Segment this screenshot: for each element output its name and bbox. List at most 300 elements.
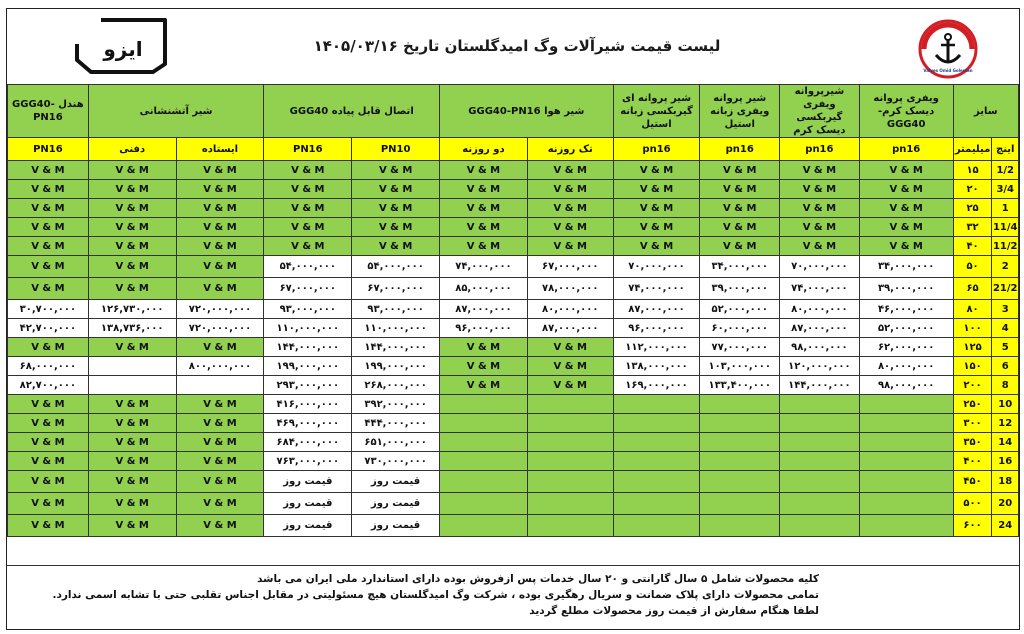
availability-cell: V & M bbox=[613, 161, 700, 180]
size-inch-cell: 12 bbox=[992, 414, 1019, 433]
availability-cell: V & M bbox=[700, 218, 780, 237]
empty-cell bbox=[780, 395, 860, 414]
table-row bbox=[8, 199, 1019, 218]
price-cell: ۴۴۴,۰۰۰,۰۰۰ bbox=[352, 414, 440, 433]
price-cell: ۲۶۸,۰۰۰,۰۰۰ bbox=[352, 376, 440, 395]
price-cell: ۳۴,۰۰۰,۰۰۰ bbox=[700, 256, 780, 278]
price-cell: ۴۱۶,۰۰۰,۰۰۰ bbox=[264, 395, 352, 414]
availability-cell: V & M bbox=[176, 237, 264, 256]
size-inch-cell: 6 bbox=[992, 357, 1019, 376]
empty-cell bbox=[700, 452, 780, 471]
empty-cell bbox=[780, 452, 860, 471]
availability-cell: V & M bbox=[613, 218, 700, 237]
availability-cell: V & M bbox=[859, 218, 953, 237]
price-cell: ۵۴,۰۰۰,۰۰۰ bbox=[352, 256, 440, 278]
sub-header-cell: دو روزنه bbox=[440, 138, 528, 161]
availability-cell: V & M bbox=[8, 395, 89, 414]
availability-cell: V & M bbox=[440, 357, 528, 376]
empty-cell bbox=[440, 395, 528, 414]
price-cell: ۶۷,۰۰۰,۰۰۰ bbox=[527, 256, 613, 278]
availability-cell: V & M bbox=[440, 218, 528, 237]
price-cell: ۶۸۴,۰۰۰,۰۰۰ bbox=[264, 433, 352, 452]
availability-cell: V & M bbox=[88, 256, 176, 278]
availability-cell: V & M bbox=[440, 161, 528, 180]
availability-cell: V & M bbox=[88, 180, 176, 199]
price-cell: ۴۶,۰۰۰,۰۰۰ bbox=[859, 300, 953, 319]
price-cell: قیمت روز bbox=[352, 471, 440, 493]
price-cell: ۴۲,۷۰۰,۰۰۰ bbox=[8, 319, 89, 338]
availability-cell: V & M bbox=[613, 180, 700, 199]
availability-cell: V & M bbox=[440, 338, 528, 357]
size-mm-cell: ۱۵ bbox=[953, 161, 992, 180]
size-inch-cell: 18 bbox=[992, 471, 1019, 493]
availability-cell: V & M bbox=[527, 376, 613, 395]
price-cell: قیمت روز bbox=[264, 493, 352, 515]
size-inch-cell: 2 bbox=[992, 256, 1019, 278]
price-cell: ۱۳۸,۷۳۶,۰۰۰ bbox=[88, 319, 176, 338]
note-daily-price: لطفا هنگام سفارش از قیمت روز محصولات مطلع گردید bbox=[529, 605, 819, 617]
availability-cell: V & M bbox=[8, 278, 89, 300]
sub-header-cell: اینچ bbox=[992, 138, 1019, 161]
sub-header-cell: میلیمتر bbox=[953, 138, 992, 161]
size-mm-cell: ۴۰۰ bbox=[953, 452, 992, 471]
price-cell: ۶۲,۰۰۰,۰۰۰ bbox=[859, 338, 953, 357]
availability-cell: V & M bbox=[176, 471, 264, 493]
availability-cell: V & M bbox=[780, 218, 860, 237]
empty-cell bbox=[613, 471, 700, 493]
empty-cell bbox=[440, 452, 528, 471]
company-logo bbox=[918, 19, 978, 79]
size-mm-cell: ۸۰ bbox=[953, 300, 992, 319]
price-cell: ۹۶,۰۰۰,۰۰۰ bbox=[613, 319, 700, 338]
availability-cell: V & M bbox=[859, 237, 953, 256]
price-cell: ۱۳۳,۴۰۰,۰۰۰ bbox=[700, 376, 780, 395]
size-mm-cell: ۲۰ bbox=[953, 180, 992, 199]
size-mm-cell: ۵۰۰ bbox=[953, 493, 992, 515]
availability-cell: V & M bbox=[780, 180, 860, 199]
availability-cell: V & M bbox=[176, 278, 264, 300]
price-cell: ۸۷,۰۰۰,۰۰۰ bbox=[613, 300, 700, 319]
price-cell: ۱۱۰,۰۰۰,۰۰۰ bbox=[352, 319, 440, 338]
table-row bbox=[8, 395, 1019, 414]
column-header-air-valve: شیر هوا GGG40-PN16 bbox=[440, 85, 614, 138]
table-row bbox=[8, 161, 1019, 180]
price-cell: ۷۲۰,۰۰۰,۰۰۰ bbox=[176, 300, 264, 319]
availability-cell: V & M bbox=[88, 515, 176, 537]
availability-cell: V & M bbox=[88, 433, 176, 452]
price-cell: ۵۲,۰۰۰,۰۰۰ bbox=[700, 300, 780, 319]
iso-standard-logo bbox=[73, 18, 169, 74]
availability-cell: V & M bbox=[440, 376, 528, 395]
availability-cell: V & M bbox=[176, 433, 264, 452]
availability-cell: V & M bbox=[176, 338, 264, 357]
empty-cell bbox=[780, 414, 860, 433]
empty-cell bbox=[613, 433, 700, 452]
price-cell: ۱۱۰,۰۰۰,۰۰۰ bbox=[264, 319, 352, 338]
price-cell: ۳۹,۰۰۰,۰۰۰ bbox=[859, 278, 953, 300]
availability-cell: V & M bbox=[8, 433, 89, 452]
empty-cell bbox=[780, 433, 860, 452]
iso-logo-text: ایزو bbox=[103, 37, 143, 61]
column-header-gearbox-wafer: شیرپروانه ویفری گیربکسی دیسک کرم bbox=[780, 85, 860, 138]
availability-cell: V & M bbox=[8, 218, 89, 237]
empty-cell bbox=[176, 376, 264, 395]
availability-cell: V & M bbox=[8, 515, 89, 537]
price-cell: ۱۳۸,۰۰۰,۰۰۰ bbox=[613, 357, 700, 376]
availability-cell: V & M bbox=[88, 414, 176, 433]
price-cell: قیمت روز bbox=[352, 515, 440, 537]
table-row bbox=[8, 237, 1019, 256]
price-cell: ۶۸,۰۰۰,۰۰۰ bbox=[8, 357, 89, 376]
table-row bbox=[8, 256, 1019, 278]
availability-cell: V & M bbox=[88, 237, 176, 256]
availability-cell: V & M bbox=[8, 199, 89, 218]
size-mm-cell: ۱۰۰ bbox=[953, 319, 992, 338]
availability-cell: V & M bbox=[780, 161, 860, 180]
availability-cell: V & M bbox=[88, 199, 176, 218]
empty-cell bbox=[527, 493, 613, 515]
availability-cell: V & M bbox=[264, 199, 352, 218]
size-inch-cell: 4 bbox=[992, 319, 1019, 338]
price-cell: ۷۳۰,۰۰۰,۰۰۰ bbox=[352, 452, 440, 471]
availability-cell: V & M bbox=[352, 218, 440, 237]
availability-cell: V & M bbox=[527, 237, 613, 256]
size-mm-cell: ۲۵ bbox=[953, 199, 992, 218]
empty-cell bbox=[613, 452, 700, 471]
size-mm-cell: ۲۰۰ bbox=[953, 376, 992, 395]
empty-cell bbox=[440, 515, 528, 537]
availability-cell: V & M bbox=[780, 237, 860, 256]
price-cell: ۱۲۰,۰۰۰,۰۰۰ bbox=[780, 357, 860, 376]
availability-cell: V & M bbox=[176, 161, 264, 180]
table-row bbox=[8, 278, 1019, 300]
size-inch-cell: 16 bbox=[992, 452, 1019, 471]
column-header-dismantling-joint: اتصال قابل پیاده GGG40 bbox=[264, 85, 440, 138]
column-header-fire-hydrant: شیر آتشنشانی bbox=[88, 85, 264, 138]
availability-cell: V & M bbox=[527, 161, 613, 180]
table-row bbox=[8, 471, 1019, 493]
empty-cell bbox=[527, 433, 613, 452]
availability-cell: V & M bbox=[440, 199, 528, 218]
size-inch-cell: 5 bbox=[992, 338, 1019, 357]
availability-cell: V & M bbox=[352, 180, 440, 199]
price-cell: ۹۸,۰۰۰,۰۰۰ bbox=[780, 338, 860, 357]
availability-cell: V & M bbox=[88, 395, 176, 414]
empty-cell bbox=[859, 414, 953, 433]
price-cell: ۸۷,۰۰۰,۰۰۰ bbox=[440, 300, 528, 319]
availability-cell: V & M bbox=[88, 471, 176, 493]
column-header-wafer-disc: ویفری پروانه دیسک کرم-GGG40 bbox=[859, 85, 953, 138]
price-cell: ۸۷,۰۰۰,۰۰۰ bbox=[527, 319, 613, 338]
empty-cell bbox=[780, 493, 860, 515]
price-cell: قیمت روز bbox=[264, 515, 352, 537]
table-row bbox=[8, 319, 1019, 338]
table-row bbox=[8, 300, 1019, 319]
size-mm-cell: ۵۰ bbox=[953, 256, 992, 278]
empty-cell bbox=[859, 395, 953, 414]
table-body bbox=[8, 161, 1019, 537]
size-inch-cell: 20 bbox=[992, 493, 1019, 515]
size-inch-cell: 24 bbox=[992, 515, 1019, 537]
price-cell: ۱۱۲,۰۰۰,۰۰۰ bbox=[613, 338, 700, 357]
price-cell: ۱۴۴,۰۰۰,۰۰۰ bbox=[264, 338, 352, 357]
empty-cell bbox=[527, 414, 613, 433]
availability-cell: V & M bbox=[264, 218, 352, 237]
availability-cell: V & M bbox=[8, 471, 89, 493]
sub-header-row bbox=[8, 138, 1019, 161]
price-cell: ۹۶,۰۰۰,۰۰۰ bbox=[440, 319, 528, 338]
availability-cell: V & M bbox=[8, 180, 89, 199]
availability-cell: V & M bbox=[859, 199, 953, 218]
size-mm-cell: ۳۵۰ bbox=[953, 433, 992, 452]
page-title: لیست قیمت شیرآلات وگ امیدگلستان تاریخ ۱۴۰۵/۰۳/۱۶ bbox=[313, 37, 721, 55]
size-inch-cell: 1/2 bbox=[992, 161, 1019, 180]
price-cell: ۱۴۴,۰۰۰,۰۰۰ bbox=[352, 338, 440, 357]
column-header-wafer-steel: شیر پروانه ویفری زبانه استیل bbox=[700, 85, 780, 138]
availability-cell: V & M bbox=[176, 199, 264, 218]
empty-cell bbox=[613, 395, 700, 414]
price-cell: ۲۹۳,۰۰۰,۰۰۰ bbox=[264, 376, 352, 395]
empty-cell bbox=[859, 452, 953, 471]
empty-cell bbox=[527, 452, 613, 471]
availability-cell: V & M bbox=[700, 237, 780, 256]
size-inch-cell: 11/4 bbox=[992, 218, 1019, 237]
availability-cell: V & M bbox=[264, 237, 352, 256]
size-mm-cell: ۳۲ bbox=[953, 218, 992, 237]
price-cell: ۸۰,۰۰۰,۰۰۰ bbox=[780, 300, 860, 319]
price-cell: ۷۴,۰۰۰,۰۰۰ bbox=[780, 278, 860, 300]
availability-cell: V & M bbox=[8, 161, 89, 180]
empty-cell bbox=[700, 515, 780, 537]
availability-cell: V & M bbox=[527, 357, 613, 376]
availability-cell: V & M bbox=[88, 338, 176, 357]
availability-cell: V & M bbox=[440, 237, 528, 256]
size-inch-cell: 14 bbox=[992, 433, 1019, 452]
empty-cell bbox=[700, 493, 780, 515]
price-cell: ۱۹۹,۰۰۰,۰۰۰ bbox=[352, 357, 440, 376]
price-cell: ۱۴۴,۰۰۰,۰۰۰ bbox=[780, 376, 860, 395]
availability-cell: V & M bbox=[859, 180, 953, 199]
note-warranty: کلیه محصولات شامل ۵ سال گارانتی و ۲۰ سال خدمات پس ازفروش بوده دارای استاندارد ملی ایران می باشد bbox=[257, 573, 819, 585]
availability-cell: V & M bbox=[176, 395, 264, 414]
availability-cell: V & M bbox=[176, 515, 264, 537]
availability-cell: V & M bbox=[352, 161, 440, 180]
empty-cell bbox=[88, 357, 176, 376]
size-mm-cell: ۴۰ bbox=[953, 237, 992, 256]
empty-cell bbox=[527, 515, 613, 537]
price-cell: ۱۲۶,۷۳۰,۰۰۰ bbox=[88, 300, 176, 319]
size-mm-cell: ۲۵۰ bbox=[953, 395, 992, 414]
empty-cell bbox=[440, 493, 528, 515]
empty-cell bbox=[700, 433, 780, 452]
availability-cell: V & M bbox=[527, 199, 613, 218]
price-cell: ۴۶۹,۰۰۰,۰۰۰ bbox=[264, 414, 352, 433]
column-header-gearbox-steel: شیر پروانه ای گیربکسی زبانه استیل bbox=[613, 85, 700, 138]
price-cell: ۶۷,۰۰۰,۰۰۰ bbox=[264, 278, 352, 300]
availability-cell: V & M bbox=[527, 218, 613, 237]
empty-cell bbox=[700, 395, 780, 414]
price-cell: ۷۴,۰۰۰,۰۰۰ bbox=[613, 278, 700, 300]
size-inch-cell: 10 bbox=[992, 395, 1019, 414]
price-cell: ۷۷,۰۰۰,۰۰۰ bbox=[700, 338, 780, 357]
availability-cell: V & M bbox=[527, 338, 613, 357]
availability-cell: V & M bbox=[700, 180, 780, 199]
price-cell: ۵۲,۰۰۰,۰۰۰ bbox=[859, 319, 953, 338]
price-cell: ۹۸,۰۰۰,۰۰۰ bbox=[859, 376, 953, 395]
empty-cell bbox=[859, 493, 953, 515]
availability-cell: V & M bbox=[780, 199, 860, 218]
table-row bbox=[8, 180, 1019, 199]
empty-cell bbox=[700, 471, 780, 493]
price-cell: ۷۶۳,۰۰۰,۰۰۰ bbox=[264, 452, 352, 471]
availability-cell: V & M bbox=[440, 180, 528, 199]
price-cell: ۷۰,۰۰۰,۰۰۰ bbox=[780, 256, 860, 278]
table-row bbox=[8, 433, 1019, 452]
price-cell: ۸۵,۰۰۰,۰۰۰ bbox=[440, 278, 528, 300]
availability-cell: V & M bbox=[176, 493, 264, 515]
empty-cell bbox=[613, 493, 700, 515]
price-cell: ۶۷,۰۰۰,۰۰۰ bbox=[352, 278, 440, 300]
price-cell: ۸۲,۷۰۰,۰۰۰ bbox=[8, 376, 89, 395]
empty-cell bbox=[613, 414, 700, 433]
empty-cell bbox=[613, 515, 700, 537]
empty-cell bbox=[700, 414, 780, 433]
price-cell: ۱۶۹,۰۰۰,۰۰۰ bbox=[613, 376, 700, 395]
price-cell: ۷۴,۰۰۰,۰۰۰ bbox=[440, 256, 528, 278]
table-row bbox=[8, 414, 1019, 433]
empty-cell bbox=[440, 414, 528, 433]
empty-cell bbox=[859, 515, 953, 537]
price-cell: ۶۵۱,۰۰۰,۰۰۰ bbox=[352, 433, 440, 452]
empty-cell bbox=[88, 376, 176, 395]
availability-cell: V & M bbox=[8, 452, 89, 471]
price-cell: ۷۲۰,۰۰۰,۰۰۰ bbox=[176, 319, 264, 338]
empty-cell bbox=[527, 395, 613, 414]
table-row bbox=[8, 452, 1019, 471]
availability-cell: V & M bbox=[352, 199, 440, 218]
note-counterfeit: تمامی محصولات دارای پلاک ضمانت و سریال رهگیری بوده ، شرکت وگ امیدگلستان هیچ مسئولیتی در مقابل اجناس تقلبی حتی با تشابه اسمی ندارد. bbox=[52, 589, 819, 601]
price-cell: ۳۹۲,۰۰۰,۰۰۰ bbox=[352, 395, 440, 414]
price-cell: ۸۰,۰۰۰,۰۰۰ bbox=[527, 300, 613, 319]
price-cell: ۳۴,۰۰۰,۰۰۰ bbox=[859, 256, 953, 278]
size-mm-cell: ۴۵۰ bbox=[953, 471, 992, 493]
size-mm-cell: ۱۲۵ bbox=[953, 338, 992, 357]
size-inch-cell: 21/2 bbox=[992, 278, 1019, 300]
availability-cell: V & M bbox=[8, 237, 89, 256]
availability-cell: V & M bbox=[88, 161, 176, 180]
sub-header-cell: PN16 bbox=[264, 138, 352, 161]
sheet-header bbox=[7, 9, 1019, 84]
empty-cell bbox=[440, 471, 528, 493]
price-cell: ۷۰,۰۰۰,۰۰۰ bbox=[613, 256, 700, 278]
sub-header-cell: دفنی bbox=[88, 138, 176, 161]
table-row bbox=[8, 218, 1019, 237]
sub-header-cell: PN16 bbox=[8, 138, 89, 161]
size-inch-cell: 1 bbox=[992, 199, 1019, 218]
price-cell: ۱۰۳,۰۰۰,۰۰۰ bbox=[700, 357, 780, 376]
availability-cell: V & M bbox=[613, 237, 700, 256]
price-cell: ۹۳,۰۰۰,۰۰۰ bbox=[352, 300, 440, 319]
empty-cell bbox=[527, 471, 613, 493]
availability-cell: V & M bbox=[859, 161, 953, 180]
price-cell: ۳۰,۷۰۰,۰۰۰ bbox=[8, 300, 89, 319]
column-header-handle: هندل GGG40-PN16 bbox=[8, 85, 89, 138]
availability-cell: V & M bbox=[352, 237, 440, 256]
empty-cell bbox=[859, 433, 953, 452]
price-cell: قیمت روز bbox=[352, 493, 440, 515]
availability-cell: V & M bbox=[8, 493, 89, 515]
size-mm-cell: ۶۵ bbox=[953, 278, 992, 300]
availability-cell: V & M bbox=[88, 452, 176, 471]
empty-cell bbox=[859, 471, 953, 493]
availability-cell: V & M bbox=[527, 180, 613, 199]
sub-header-cell: pn16 bbox=[780, 138, 860, 161]
table-row bbox=[8, 515, 1019, 537]
price-cell: ۷۸,۰۰۰,۰۰۰ bbox=[527, 278, 613, 300]
sub-header-cell: pn16 bbox=[700, 138, 780, 161]
availability-cell: V & M bbox=[8, 338, 89, 357]
sub-header-cell: ایستاده bbox=[176, 138, 264, 161]
column-header-size: سایز bbox=[953, 85, 1018, 138]
company-logo-text: Valves Omid Golestan bbox=[923, 68, 973, 73]
footer-notes bbox=[7, 565, 1019, 630]
sub-header-cell: pn16 bbox=[859, 138, 953, 161]
availability-cell: V & M bbox=[8, 414, 89, 433]
empty-cell bbox=[780, 471, 860, 493]
availability-cell: V & M bbox=[700, 199, 780, 218]
empty-cell bbox=[440, 433, 528, 452]
price-cell: ۵۴,۰۰۰,۰۰۰ bbox=[264, 256, 352, 278]
price-cell: ۸۷,۰۰۰,۰۰۰ bbox=[780, 319, 860, 338]
price-cell: ۸۰,۰۰۰,۰۰۰ bbox=[859, 357, 953, 376]
availability-cell: V & M bbox=[700, 161, 780, 180]
size-mm-cell: ۶۰۰ bbox=[953, 515, 992, 537]
availability-cell: V & M bbox=[88, 278, 176, 300]
sub-header-cell: تک روزنه bbox=[527, 138, 613, 161]
price-cell: ۳۹,۰۰۰,۰۰۰ bbox=[700, 278, 780, 300]
availability-cell: V & M bbox=[613, 199, 700, 218]
price-sheet bbox=[6, 8, 1020, 630]
availability-cell: V & M bbox=[176, 452, 264, 471]
availability-cell: V & M bbox=[176, 180, 264, 199]
table-row bbox=[8, 338, 1019, 357]
size-inch-cell: 8 bbox=[992, 376, 1019, 395]
availability-cell: V & M bbox=[88, 493, 176, 515]
price-cell: ۹۳,۰۰۰,۰۰۰ bbox=[264, 300, 352, 319]
availability-cell: V & M bbox=[176, 414, 264, 433]
availability-cell: V & M bbox=[176, 218, 264, 237]
empty-cell bbox=[780, 515, 860, 537]
price-cell: ۶۰,۰۰۰,۰۰۰ bbox=[700, 319, 780, 338]
size-inch-cell: 3 bbox=[992, 300, 1019, 319]
price-cell: ۸۰۰,۰۰۰,۰۰۰ bbox=[176, 357, 264, 376]
availability-cell: V & M bbox=[8, 256, 89, 278]
price-cell: ۱۹۹,۰۰۰,۰۰۰ bbox=[264, 357, 352, 376]
price-table bbox=[7, 84, 1019, 537]
table-row bbox=[8, 376, 1019, 395]
size-mm-cell: ۳۰۰ bbox=[953, 414, 992, 433]
availability-cell: V & M bbox=[264, 161, 352, 180]
size-inch-cell: 3/4 bbox=[992, 180, 1019, 199]
sub-header-cell: PN10 bbox=[352, 138, 440, 161]
table-row bbox=[8, 493, 1019, 515]
availability-cell: V & M bbox=[176, 256, 264, 278]
price-cell: قیمت روز bbox=[264, 471, 352, 493]
size-mm-cell: ۱۵۰ bbox=[953, 357, 992, 376]
size-inch-cell: 11/2 bbox=[992, 237, 1019, 256]
availability-cell: V & M bbox=[88, 218, 176, 237]
availability-cell: V & M bbox=[264, 180, 352, 199]
